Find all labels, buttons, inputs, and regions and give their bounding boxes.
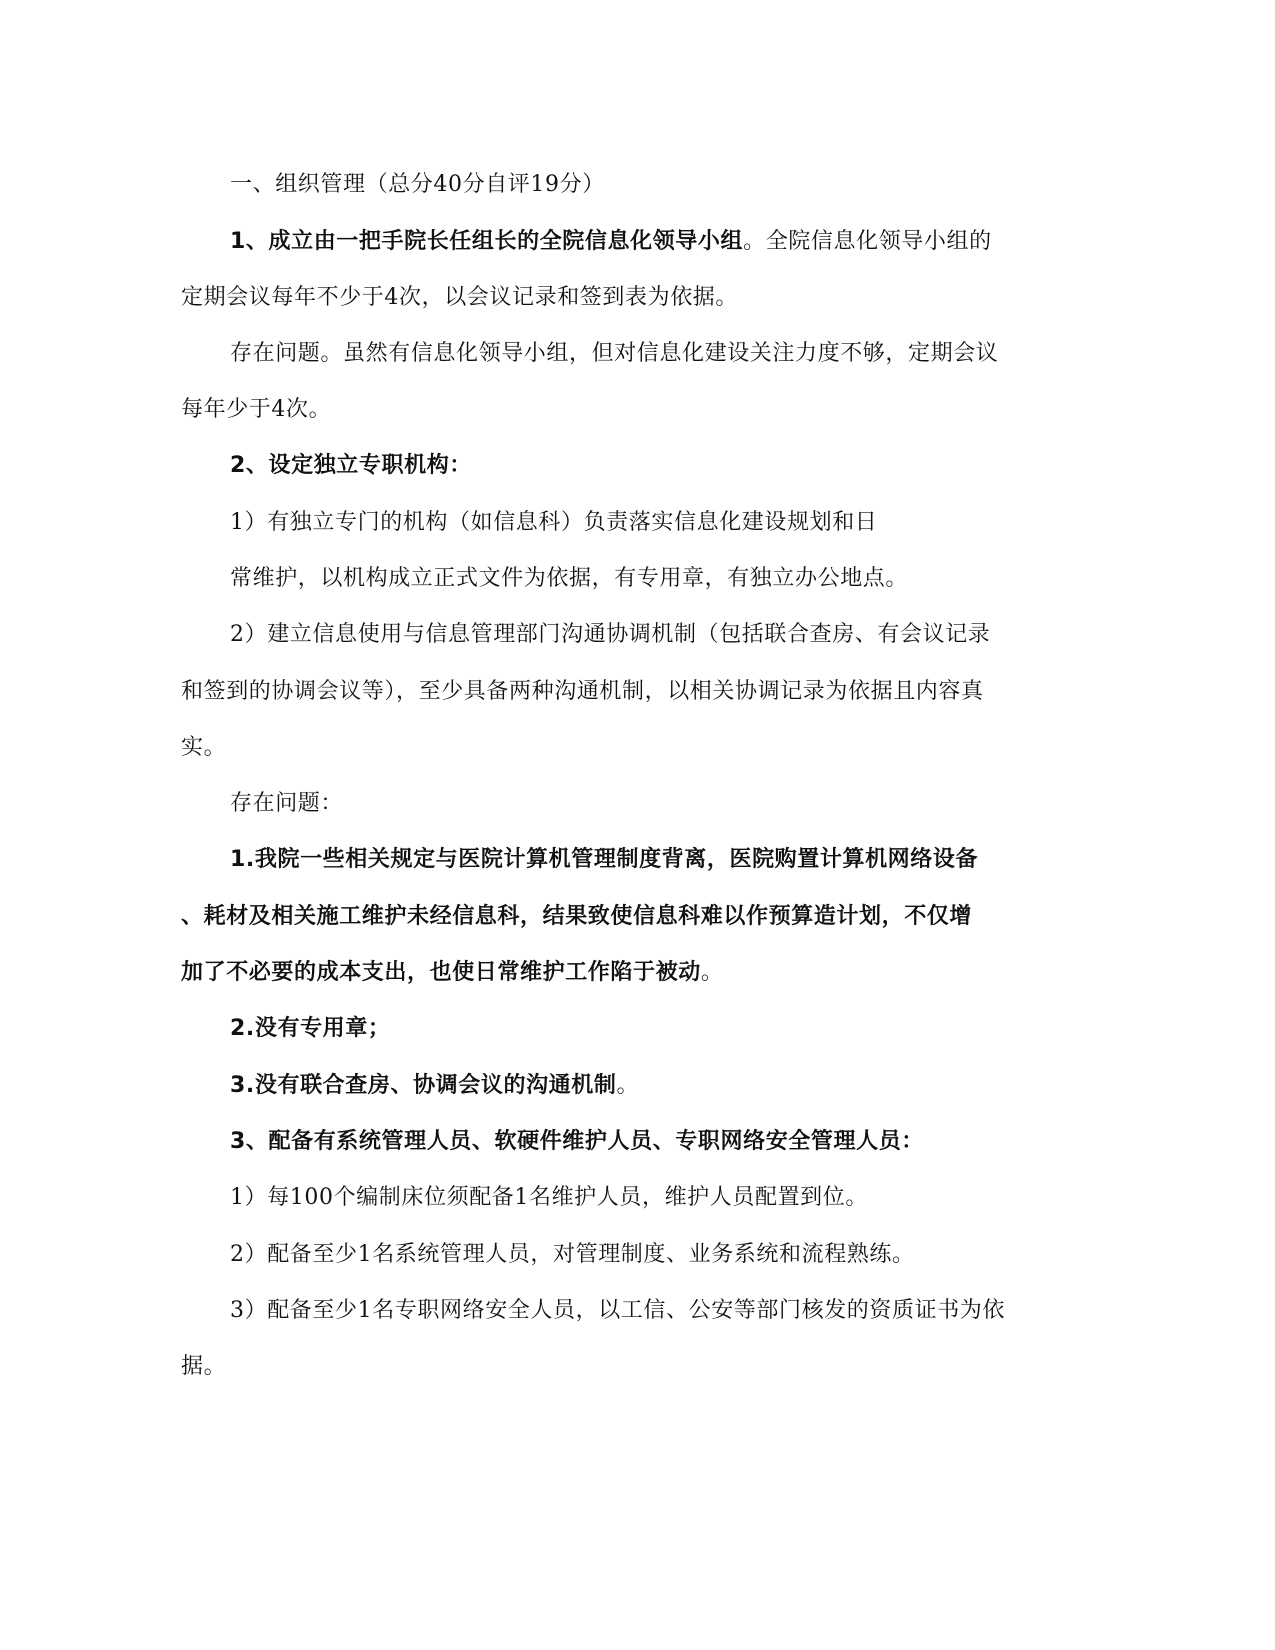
problem-1: 1.我院一些相关规定与医院计算机管理制度背离，医院购置计算机网络设备 xyxy=(230,847,979,872)
section-heading: 一、组织管理（总分40分自评19分） xyxy=(230,172,605,197)
problem-3-period: 。 xyxy=(616,1073,640,1098)
problem-1-bold-end: 加了不必要的成本支出，也使日常维护工作陷于被动 xyxy=(181,960,701,985)
paragraph-line: 每年少于4次。 xyxy=(181,397,332,422)
paragraph-line: 据。 xyxy=(181,1354,227,1379)
item-1-heading xyxy=(230,227,992,257)
paragraph-line: 定期会议每年不少于4次，以会议记录和签到表为依据。 xyxy=(181,285,738,310)
problem-3-bold-text: 3.没有联合查房、协调会议的沟通机制 xyxy=(230,1073,617,1098)
paragraph-line: 实。 xyxy=(181,735,227,760)
sub-item-2: 2）配备至少1名系统管理人员，对管理制度、业务系统和流程熟练。 xyxy=(230,1242,915,1267)
problem-2: 2.没有专用章； xyxy=(230,1016,391,1041)
sub-item-2: 2）建立信息使用与信息管理部门沟通协调机制（包括联合查房、有会议记录 xyxy=(230,622,991,647)
paragraph-line xyxy=(181,958,723,988)
problem-3 xyxy=(230,1071,639,1101)
sub-item-1: 1）每100个编制床位须配备1名维护人员，维护人员配置到位。 xyxy=(230,1185,868,1210)
problem-heading: 存在问题： xyxy=(230,791,344,816)
paragraph-line: 和签到的协调会议等），至少具备两种沟通机制，以相关协调记录为依据且内容真 xyxy=(181,679,984,704)
item-1-rest-text: 。全院信息化领导小组的 xyxy=(743,229,992,254)
problem-paragraph: 存在问题。虽然有信息化领导小组，但对信息化建设关注力度不够，定期会议 xyxy=(230,341,999,366)
sub-item-1: 1）有独立专门的机构（如信息科）负责落实信息化建设规划和日 xyxy=(230,510,878,535)
item-3-heading: 3、配备有系统管理人员、软硬件维护人员、专职网络安全管理人员： xyxy=(230,1129,924,1154)
item-2-heading: 2、设定独立专职机构： xyxy=(230,453,472,478)
problem-1-period: 。 xyxy=(700,960,724,985)
item-1-bold-text: 1、成立由一把手院长任组长的全院信息化领导小组 xyxy=(230,229,744,254)
paragraph-line: 、耗材及相关施工维护未经信息科，结果致使信息科难以作预算造计划，不仅增 xyxy=(181,904,973,929)
paragraph-line: 常维护，以机构成立正式文件为依据，有专用章，有独立办公地点。 xyxy=(230,566,909,591)
sub-item-3: 3）配备至少1名专职网络安全人员，以工信、公安等部门核发的资质证书为依 xyxy=(230,1298,1005,1323)
